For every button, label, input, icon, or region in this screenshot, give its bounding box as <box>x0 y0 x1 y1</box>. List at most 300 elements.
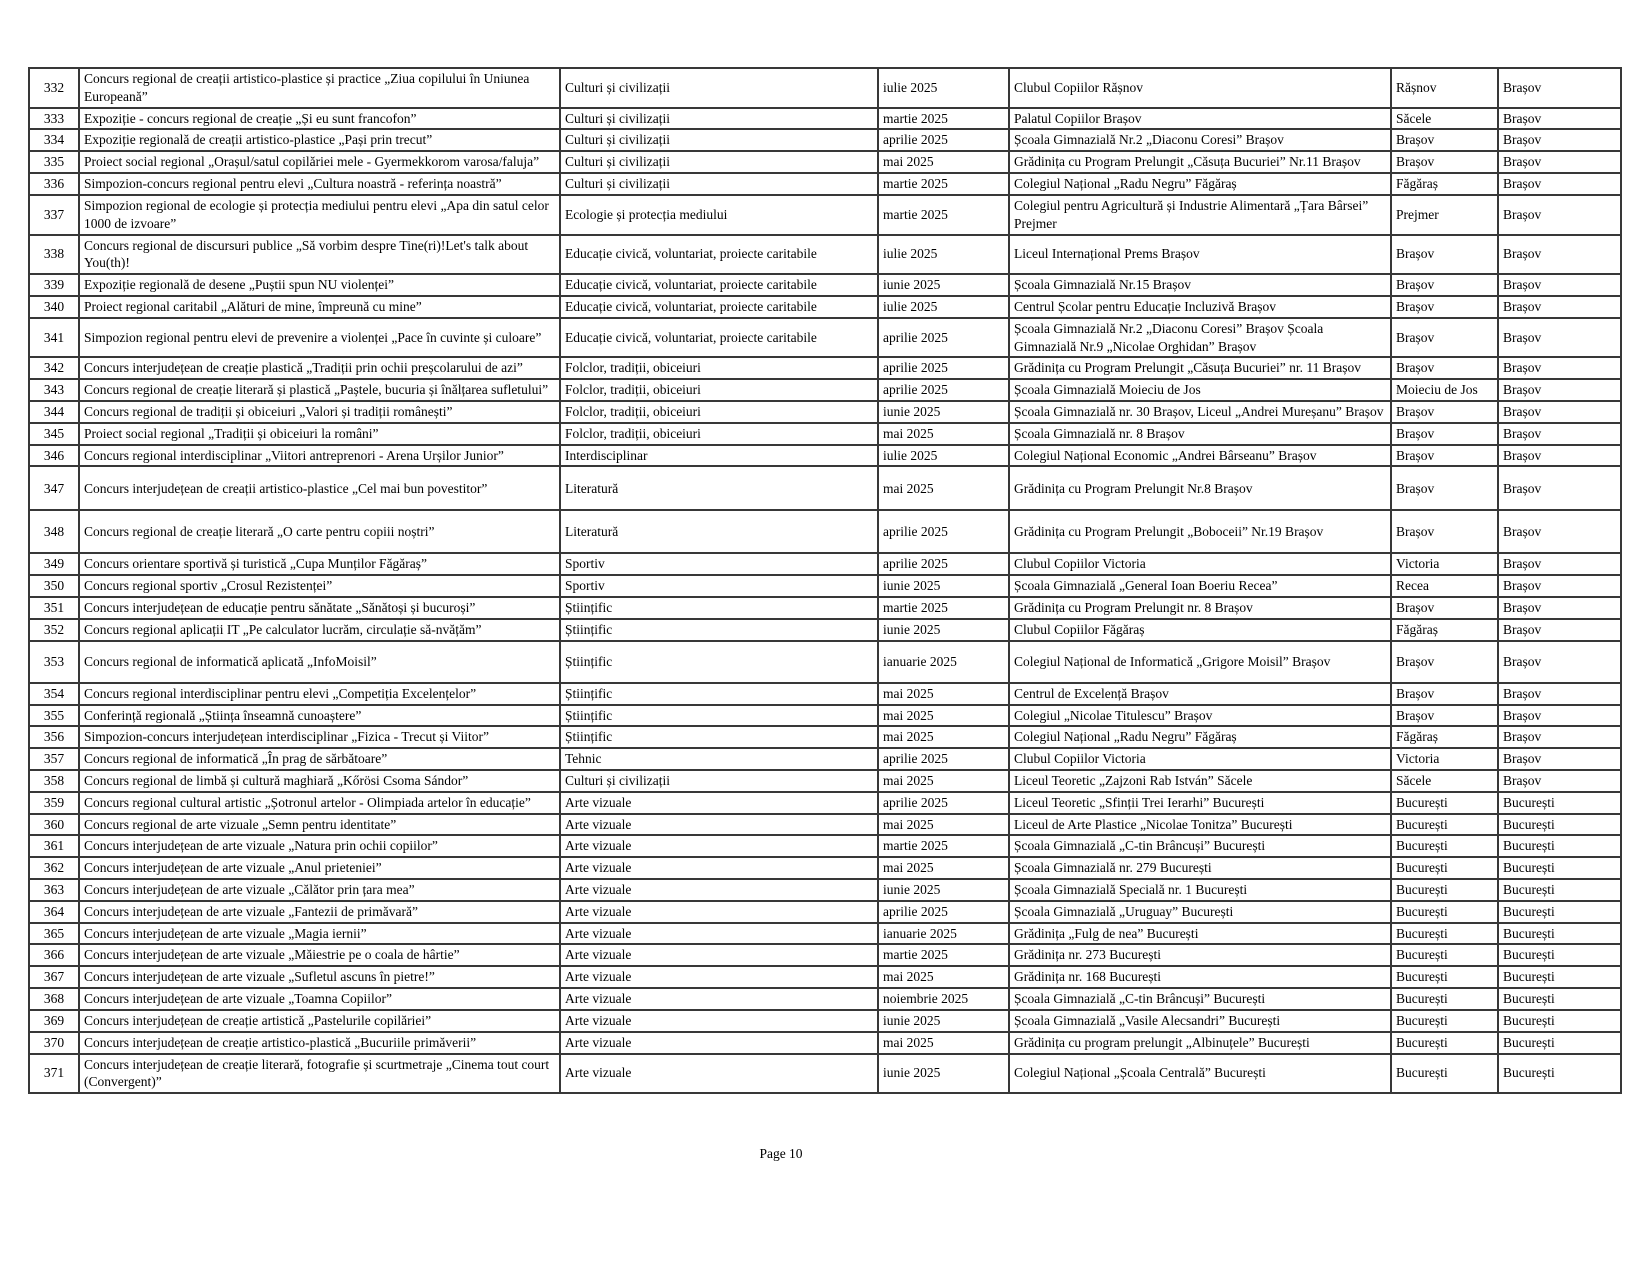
table-row <box>29 814 1621 836</box>
contest-date: aprilie 2025 <box>878 792 1009 814</box>
contest-name: Concurs interjudețean de arte vizuale „Natura prin ochii copiilor” <box>79 835 560 857</box>
city-name: Brașov <box>1391 705 1498 727</box>
contest-category: Arte vizuale <box>560 901 878 923</box>
row-number: 349 <box>29 553 79 575</box>
contest-category: Științific <box>560 683 878 705</box>
row-number: 342 <box>29 357 79 379</box>
row-number: 357 <box>29 748 79 770</box>
county-name: Brașov <box>1498 641 1621 683</box>
organizer-name: Grădinița cu Program Prelungit „Boboceii” Nr.19 Brașov <box>1009 510 1391 553</box>
row-number: 335 <box>29 151 79 173</box>
table-row <box>29 575 1621 597</box>
contest-name: Concurs regional sportiv „Crosul Rezistenței” <box>79 575 560 597</box>
county-name: București <box>1498 1032 1621 1054</box>
row-number: 354 <box>29 683 79 705</box>
organizer-name: Grădinița cu Program Prelungit nr. 8 Brașov <box>1009 597 1391 619</box>
contest-category: Culturi și civilizații <box>560 770 878 792</box>
county-name: Brașov <box>1498 748 1621 770</box>
city-name: București <box>1391 988 1498 1010</box>
county-name: Brașov <box>1498 619 1621 641</box>
table-row <box>29 379 1621 401</box>
table-row <box>29 966 1621 988</box>
contest-category: Interdisciplinar <box>560 445 878 467</box>
table-row <box>29 173 1621 195</box>
row-number: 370 <box>29 1032 79 1054</box>
county-name: Brașov <box>1498 553 1621 575</box>
contest-name: Concurs regional interdisciplinar pentru elevi „Competiția Excelențelor” <box>79 683 560 705</box>
organizer-name: Grădinița „Fulg de nea” București <box>1009 923 1391 945</box>
contest-name: Expoziție regională de creații artistico-plastice „Pași prin trecut” <box>79 129 560 151</box>
contest-category: Literatură <box>560 466 878 510</box>
contest-category: Arte vizuale <box>560 1054 878 1094</box>
contest-category: Arte vizuale <box>560 879 878 901</box>
contest-category: Culturi și civilizații <box>560 173 878 195</box>
city-name: Săcele <box>1391 108 1498 130</box>
table-row <box>29 401 1621 423</box>
city-name: Moieciu de Jos <box>1391 379 1498 401</box>
organizer-name: Școala Gimnazială „C-tin Brâncuși” București <box>1009 835 1391 857</box>
contest-name: Conferință regională „Știința înseamnă cunoaștere” <box>79 705 560 727</box>
row-number: 369 <box>29 1010 79 1032</box>
contest-name: Concurs interjudețean de creație plastică „Tradiții prin ochii preșcolarului de azi” <box>79 357 560 379</box>
organizer-name: Grădinița nr. 273 București <box>1009 944 1391 966</box>
contest-date: iunie 2025 <box>878 1054 1009 1094</box>
row-number: 359 <box>29 792 79 814</box>
table-row <box>29 944 1621 966</box>
city-name: București <box>1391 792 1498 814</box>
city-name: Brașov <box>1391 641 1498 683</box>
county-name: Brașov <box>1498 575 1621 597</box>
contest-category: Științific <box>560 705 878 727</box>
organizer-name: Școala Gimnazială Nr.15 Brașov <box>1009 274 1391 296</box>
contest-date: iunie 2025 <box>878 879 1009 901</box>
county-name: București <box>1498 988 1621 1010</box>
organizer-name: Centrul Școlar pentru Educație Incluzivă Brașov <box>1009 296 1391 318</box>
row-number: 346 <box>29 445 79 467</box>
contest-name: Concurs regional de informatică „În prag de sărbătoare” <box>79 748 560 770</box>
county-name: Brașov <box>1498 129 1621 151</box>
contests-table <box>28 67 1622 1094</box>
contest-name: Concurs regional de creații artistico-plastice și practice „Ziua copilului în Uniunea Europeană” <box>79 68 560 108</box>
organizer-name: Școala Gimnazială nr. 8 Brașov <box>1009 423 1391 445</box>
contest-date: mai 2025 <box>878 726 1009 748</box>
organizer-name: Liceul Internațional Prems Brașov <box>1009 235 1391 275</box>
city-name: Victoria <box>1391 748 1498 770</box>
row-number: 339 <box>29 274 79 296</box>
row-number: 344 <box>29 401 79 423</box>
contest-date: aprilie 2025 <box>878 553 1009 575</box>
table-row <box>29 195 1621 235</box>
row-number: 332 <box>29 68 79 108</box>
contest-category: Literatură <box>560 510 878 553</box>
contest-category: Educație civică, voluntariat, proiecte caritabile <box>560 235 878 275</box>
table-row <box>29 879 1621 901</box>
contest-category: Tehnic <box>560 748 878 770</box>
city-name: Brașov <box>1391 510 1498 553</box>
contest-category: Sportiv <box>560 553 878 575</box>
contest-date: mai 2025 <box>878 966 1009 988</box>
table-row <box>29 466 1621 510</box>
contest-category: Arte vizuale <box>560 923 878 945</box>
contest-date: mai 2025 <box>878 814 1009 836</box>
county-name: Brașov <box>1498 401 1621 423</box>
contest-category: Arte vizuale <box>560 835 878 857</box>
contest-category: Ecologie și protecția mediului <box>560 195 878 235</box>
city-name: Brașov <box>1391 235 1498 275</box>
contest-date: martie 2025 <box>878 944 1009 966</box>
contest-name: Expoziție regională de desene „Puștii spun NU violenței” <box>79 274 560 296</box>
row-number: 343 <box>29 379 79 401</box>
table-row <box>29 510 1621 553</box>
contest-date: mai 2025 <box>878 151 1009 173</box>
contest-category: Arte vizuale <box>560 988 878 1010</box>
contest-date: iunie 2025 <box>878 575 1009 597</box>
table-row <box>29 68 1621 108</box>
contest-date: martie 2025 <box>878 173 1009 195</box>
table-row <box>29 683 1621 705</box>
contest-date: aprilie 2025 <box>878 510 1009 553</box>
row-number: 333 <box>29 108 79 130</box>
row-number: 358 <box>29 770 79 792</box>
contest-date: iulie 2025 <box>878 235 1009 275</box>
contest-category: Științific <box>560 597 878 619</box>
organizer-name: Colegiul Național „Școala Centrală” București <box>1009 1054 1391 1094</box>
contest-category: Culturi și civilizații <box>560 108 878 130</box>
contest-name: Concurs interjudețean de creații artistico-plastice „Cel mai bun povestitor” <box>79 466 560 510</box>
page-number-footer: Page 10 <box>759 1146 803 1161</box>
contest-date: mai 2025 <box>878 770 1009 792</box>
table-row <box>29 553 1621 575</box>
contest-date: martie 2025 <box>878 108 1009 130</box>
row-number: 366 <box>29 944 79 966</box>
table-row <box>29 318 1621 358</box>
table-row <box>29 1010 1621 1032</box>
county-name: Brașov <box>1498 510 1621 553</box>
contest-date: iulie 2025 <box>878 296 1009 318</box>
contest-date: aprilie 2025 <box>878 748 1009 770</box>
city-name: Brașov <box>1391 683 1498 705</box>
contest-name: Concurs regional de discursuri publice „Să vorbim despre Tine(ri)!Let's talk about You(th)! <box>79 235 560 275</box>
city-name: Recea <box>1391 575 1498 597</box>
county-name: București <box>1498 901 1621 923</box>
city-name: București <box>1391 1032 1498 1054</box>
row-number: 353 <box>29 641 79 683</box>
city-name: București <box>1391 879 1498 901</box>
contest-name: Simpozion regional pentru elevi de prevenire a violenței „Pace în cuvinte și culoare” <box>79 318 560 358</box>
row-number: 364 <box>29 901 79 923</box>
contest-date: mai 2025 <box>878 466 1009 510</box>
contest-name: Expoziție - concurs regional de creație „Și eu sunt francofon” <box>79 108 560 130</box>
contest-name: Proiect social regional „Orașul/satul copilăriei mele - Gyermekkorom varosa/faluja” <box>79 151 560 173</box>
row-number: 340 <box>29 296 79 318</box>
row-number: 334 <box>29 129 79 151</box>
table-row <box>29 1032 1621 1054</box>
contest-date: mai 2025 <box>878 1032 1009 1054</box>
contest-category: Științific <box>560 619 878 641</box>
organizer-name: Clubul Copiilor Făgăraș <box>1009 619 1391 641</box>
row-number: 336 <box>29 173 79 195</box>
table-row <box>29 151 1621 173</box>
contest-category: Arte vizuale <box>560 814 878 836</box>
city-name: București <box>1391 814 1498 836</box>
organizer-name: Școala Gimnazială „Vasile Alecsandri” București <box>1009 1010 1391 1032</box>
organizer-name: Clubul Copiilor Rășnov <box>1009 68 1391 108</box>
table-row <box>29 274 1621 296</box>
contest-name: Concurs regional de tradiții și obiceiuri „Valori și tradiții românești” <box>79 401 560 423</box>
row-number: 341 <box>29 318 79 358</box>
organizer-name: Clubul Copiilor Victoria <box>1009 553 1391 575</box>
organizer-name: Grădinița cu Program Prelungit „Căsuța Bucuriei” nr. 11 Brașov <box>1009 357 1391 379</box>
contest-date: mai 2025 <box>878 423 1009 445</box>
contest-date: iunie 2025 <box>878 401 1009 423</box>
contest-date: aprilie 2025 <box>878 318 1009 358</box>
city-name: Brașov <box>1391 274 1498 296</box>
organizer-name: Școala Gimnazială „General Ioan Boeriu Recea” <box>1009 575 1391 597</box>
city-name: Brașov <box>1391 401 1498 423</box>
county-name: Brașov <box>1498 597 1621 619</box>
contest-date: aprilie 2025 <box>878 901 1009 923</box>
contest-category: Culturi și civilizații <box>560 68 878 108</box>
row-number: 368 <box>29 988 79 1010</box>
contest-date: mai 2025 <box>878 683 1009 705</box>
county-name: Brașov <box>1498 770 1621 792</box>
contest-category: Culturi și civilizații <box>560 129 878 151</box>
organizer-name: Clubul Copiilor Victoria <box>1009 748 1391 770</box>
contest-date: iunie 2025 <box>878 1010 1009 1032</box>
county-name: Brașov <box>1498 705 1621 727</box>
organizer-name: Școala Gimnazială Specială nr. 1 București <box>1009 879 1391 901</box>
contest-category: Arte vizuale <box>560 792 878 814</box>
city-name: Brașov <box>1391 151 1498 173</box>
organizer-name: Colegiul Național „Radu Negru” Făgăraș <box>1009 173 1391 195</box>
contest-date: iulie 2025 <box>878 445 1009 467</box>
city-name: Prejmer <box>1391 195 1498 235</box>
city-name: Brașov <box>1391 129 1498 151</box>
contest-name: Simpozion regional de ecologie și protecția mediului pentru elevi „Apa din satul celor 1000 de izvoare” <box>79 195 560 235</box>
city-name: Făgăraș <box>1391 619 1498 641</box>
row-number: 355 <box>29 705 79 727</box>
organizer-name: Colegiul Național Economic „Andrei Bârseanu” Brașov <box>1009 445 1391 467</box>
organizer-name: Școala Gimnazială nr. 30 Brașov, Liceul „Andrei Mureșanu” Brașov <box>1009 401 1391 423</box>
county-name: Brașov <box>1498 683 1621 705</box>
county-name: Brașov <box>1498 274 1621 296</box>
contest-date: iunie 2025 <box>878 274 1009 296</box>
row-number: 371 <box>29 1054 79 1094</box>
organizer-name: Colegiul pentru Agricultură și Industrie Alimentară „Țara Bârsei” Prejmer <box>1009 195 1391 235</box>
contest-category: Științific <box>560 641 878 683</box>
county-name: Brașov <box>1498 445 1621 467</box>
table-row <box>29 1054 1621 1094</box>
city-name: Rășnov <box>1391 68 1498 108</box>
organizer-name: Colegiul Național de Informatică „Grigore Moisil” Brașov <box>1009 641 1391 683</box>
table-row <box>29 726 1621 748</box>
county-name: București <box>1498 857 1621 879</box>
row-number: 352 <box>29 619 79 641</box>
table-row <box>29 770 1621 792</box>
contest-name: Simpozion-concurs interjudețean interdisciplinar „Fizica - Trecut și Viitor” <box>79 726 560 748</box>
row-number: 360 <box>29 814 79 836</box>
row-number: 337 <box>29 195 79 235</box>
row-number: 351 <box>29 597 79 619</box>
contest-date: iunie 2025 <box>878 619 1009 641</box>
contest-date: mai 2025 <box>878 857 1009 879</box>
table-row <box>29 641 1621 683</box>
contest-category: Culturi și civilizații <box>560 151 878 173</box>
contest-category: Folclor, tradiții, obiceiuri <box>560 379 878 401</box>
contest-name: Concurs interjudețean de arte vizuale „Măiestrie pe o coala de hârtie” <box>79 944 560 966</box>
table-row <box>29 988 1621 1010</box>
organizer-name: Grădinița cu program prelungit „Albinuțele” București <box>1009 1032 1391 1054</box>
row-number: 338 <box>29 235 79 275</box>
county-name: București <box>1498 879 1621 901</box>
county-name: Brașov <box>1498 235 1621 275</box>
county-name: Brașov <box>1498 195 1621 235</box>
county-name: București <box>1498 814 1621 836</box>
organizer-name: Liceul Teoretic „Zajzoni Rab István” Săcele <box>1009 770 1391 792</box>
contest-date: iulie 2025 <box>878 68 1009 108</box>
city-name: București <box>1391 923 1498 945</box>
contest-name: Concurs interjudețean de educație pentru sănătate „Sănătoși și bucuroși” <box>79 597 560 619</box>
table-row <box>29 108 1621 130</box>
county-name: Brașov <box>1498 379 1621 401</box>
county-name: București <box>1498 792 1621 814</box>
city-name: București <box>1391 944 1498 966</box>
city-name: Brașov <box>1391 445 1498 467</box>
contest-category: Educație civică, voluntariat, proiecte caritabile <box>560 318 878 358</box>
table-row <box>29 445 1621 467</box>
city-name: Brașov <box>1391 423 1498 445</box>
table-row <box>29 923 1621 945</box>
contest-name: Concurs regional de informatică aplicată „InfoMoisil” <box>79 641 560 683</box>
city-name: Brașov <box>1391 466 1498 510</box>
table-row <box>29 597 1621 619</box>
table-row <box>29 748 1621 770</box>
contest-name: Concurs regional de limbă și cultură maghiară „Kőrösi Csoma Sándor” <box>79 770 560 792</box>
contest-name: Concurs regional de creație literară și plastică „Paștele, bucuria și înălțarea sufletului” <box>79 379 560 401</box>
contest-date: martie 2025 <box>878 597 1009 619</box>
table-row <box>29 619 1621 641</box>
contest-category: Folclor, tradiții, obiceiuri <box>560 401 878 423</box>
county-name: Brașov <box>1498 108 1621 130</box>
organizer-name: Școala Gimnazială Nr.2 „Diaconu Coresi” Brașov <box>1009 129 1391 151</box>
table-row <box>29 835 1621 857</box>
table-row <box>29 296 1621 318</box>
county-name: Brașov <box>1498 423 1621 445</box>
row-number: 350 <box>29 575 79 597</box>
county-name: Brașov <box>1498 357 1621 379</box>
city-name: Brașov <box>1391 357 1498 379</box>
contest-category: Educație civică, voluntariat, proiecte caritabile <box>560 274 878 296</box>
contest-name: Concurs interjudețean de arte vizuale „Anul prieteniei” <box>79 857 560 879</box>
contests-table-body <box>29 68 1621 1093</box>
organizer-name: Palatul Copiilor Brașov <box>1009 108 1391 130</box>
table-row <box>29 901 1621 923</box>
contest-date: martie 2025 <box>878 195 1009 235</box>
contest-name: Concurs interjudețean de arte vizuale „Călător prin țara mea” <box>79 879 560 901</box>
city-name: Brașov <box>1391 597 1498 619</box>
county-name: Brașov <box>1498 296 1621 318</box>
city-name: Brașov <box>1391 318 1498 358</box>
contest-date: aprilie 2025 <box>878 129 1009 151</box>
city-name: Săcele <box>1391 770 1498 792</box>
contest-name: Concurs interjudețean de arte vizuale „Magia iernii” <box>79 923 560 945</box>
table-row <box>29 423 1621 445</box>
contest-category: Arte vizuale <box>560 1032 878 1054</box>
contest-name: Proiect regional caritabil „Alături de mine, împreună cu mine” <box>79 296 560 318</box>
organizer-name: Grădinița nr. 168 București <box>1009 966 1391 988</box>
county-name: Brașov <box>1498 726 1621 748</box>
row-number: 347 <box>29 466 79 510</box>
contest-category: Științific <box>560 726 878 748</box>
contest-name: Concurs orientare sportivă și turistică „Cupa Munților Făgăraș” <box>79 553 560 575</box>
county-name: București <box>1498 944 1621 966</box>
organizer-name: Școala Gimnazială nr. 279 București <box>1009 857 1391 879</box>
organizer-name: Colegiul „Nicolae Titulescu” Brașov <box>1009 705 1391 727</box>
county-name: București <box>1498 835 1621 857</box>
county-name: Brașov <box>1498 151 1621 173</box>
contest-date: aprilie 2025 <box>878 379 1009 401</box>
table-row <box>29 705 1621 727</box>
contest-date: noiembrie 2025 <box>878 988 1009 1010</box>
organizer-name: Liceul Teoretic „Sfinții Trei Ierarhi” București <box>1009 792 1391 814</box>
contest-name: Concurs interjudețean de arte vizuale „Sufletul ascuns în pietre!” <box>79 966 560 988</box>
city-name: București <box>1391 1010 1498 1032</box>
table-row <box>29 357 1621 379</box>
table-row <box>29 235 1621 275</box>
county-name: București <box>1498 1054 1621 1094</box>
contest-category: Educație civică, voluntariat, proiecte caritabile <box>560 296 878 318</box>
contest-name: Concurs interjudețean de arte vizuale „Fantezii de primăvară” <box>79 901 560 923</box>
row-number: 365 <box>29 923 79 945</box>
contest-name: Simpozion-concurs regional pentru elevi „Cultura noastră - referința noastră” <box>79 173 560 195</box>
row-number: 362 <box>29 857 79 879</box>
contest-category: Arte vizuale <box>560 1010 878 1032</box>
row-number: 361 <box>29 835 79 857</box>
table-row <box>29 792 1621 814</box>
contest-date: aprilie 2025 <box>878 357 1009 379</box>
organizer-name: Grădinița cu Program Prelungit „Căsuța Bucuriei” Nr.11 Brașov <box>1009 151 1391 173</box>
contest-name: Concurs regional de creație literară „O carte pentru copiii noștri” <box>79 510 560 553</box>
contest-name: Proiect social regional „Tradiții și obiceiuri la români” <box>79 423 560 445</box>
row-number: 348 <box>29 510 79 553</box>
row-number: 345 <box>29 423 79 445</box>
city-name: Făgăraș <box>1391 173 1498 195</box>
contest-name: Concurs interjudețean de arte vizuale „Toamna Copiilor” <box>79 988 560 1010</box>
county-name: Brașov <box>1498 466 1621 510</box>
organizer-name: Școala Gimnazială „Uruguay” București <box>1009 901 1391 923</box>
city-name: București <box>1391 857 1498 879</box>
row-number: 363 <box>29 879 79 901</box>
contest-date: martie 2025 <box>878 835 1009 857</box>
contest-name: Concurs regional aplicații IT „Pe calculator lucrăm, circulație să-nvățăm” <box>79 619 560 641</box>
city-name: Făgăraș <box>1391 726 1498 748</box>
organizer-name: Școala Gimnazială „C-tin Brâncuși” București <box>1009 988 1391 1010</box>
county-name: Brașov <box>1498 68 1621 108</box>
contest-name: Concurs regional cultural artistic „Șotronul artelor - Olimpiada artelor în educație” <box>79 792 560 814</box>
row-number: 367 <box>29 966 79 988</box>
organizer-name: Colegiul Național „Radu Negru” Făgăraș <box>1009 726 1391 748</box>
contest-category: Sportiv <box>560 575 878 597</box>
contest-category: Arte vizuale <box>560 857 878 879</box>
organizer-name: Grădinița cu Program Prelungit Nr.8 Brașov <box>1009 466 1391 510</box>
contest-category: Arte vizuale <box>560 944 878 966</box>
contest-category: Arte vizuale <box>560 966 878 988</box>
county-name: Brașov <box>1498 318 1621 358</box>
contest-date: ianuarie 2025 <box>878 641 1009 683</box>
city-name: București <box>1391 901 1498 923</box>
contest-name: Concurs interjudețean de creație artistico-plastică „Bucuriile primăverii” <box>79 1032 560 1054</box>
contest-name: Concurs regional de arte vizuale „Semn pentru identitate” <box>79 814 560 836</box>
